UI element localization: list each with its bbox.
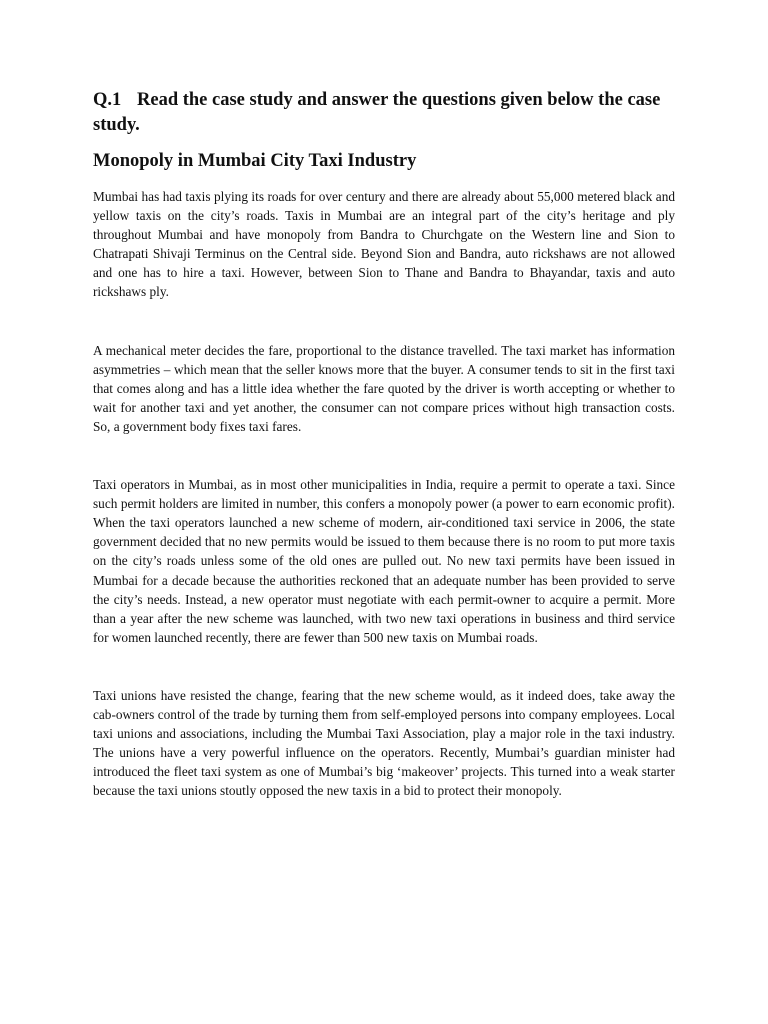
question-heading bbox=[93, 88, 675, 138]
paragraph-1: Mumbai has had taxis plying its roads for over century and there are already about 55,000 metered black and yellow taxis on the city’s roads. Taxis in Mumbai are an integral part of the city’s heritage and ply throughout Mumbai and have monopoly from Bandra to Churchgate on the Western line and Sion to Chatrapati Shivaji Terminus on the Central side. Beyond Sion and Bandra, auto rickshaws are not allowed and one has to hire a taxi. However, between Sion to Thane and Bandra to Bhayandar, taxis and auto rickshaws ply. bbox=[93, 189, 675, 300]
paragraph-3: Taxi operators in Mumbai, as in most other municipalities in India, require a permit to operate a taxi. Since such permit holders are limited in number, this confers a monopoly power (a power to earn economic profit). When the taxi operators launched a new scheme of modern, air-conditioned taxi service in 2006, the state government decided that no new permits would be issued to them because there is no room to put more taxis on the city’s roads unless some of the old ones are pulled out. No new taxi permits have been issued in Mumbai for a decade because the authorities reckoned that an adequate number has been provided to serve the city’s needs. Instead, a new operator must negotiate with each permit-owner to acquire a permit. More than a year after the new scheme was launched, with two new taxi operations in business and third service for women launched recently, there are fewer than 500 new taxis on Mumbai roads. bbox=[93, 477, 675, 645]
document-page bbox=[93, 88, 675, 800]
case-study-title: Monopoly in Mumbai City Taxi Industry bbox=[93, 151, 417, 171]
paragraph-2: A mechanical meter decides the fare, proportional to the distance travelled. The taxi market has information asymmetries – which mean that the seller knows more that the buyer. A consumer tends to sit in the first taxi that comes along and has a little idea whether the fare quoted by the driver is worth accepting or whether to wait for another taxi and yet another, the consumer can not compare prices without high transaction costs. So, a government body fixes taxi fares. bbox=[93, 342, 675, 434]
paragraph-4: Taxi unions have resisted the change, fearing that the new scheme would, as it indeed does, take away the cab-owners control of the trade by turning them from self-employed persons into company employees. Local taxi unions and associations, including the Mumbai Taxi Association, play a major role in the taxi industry. The unions have a very powerful influence on the operators. Recently, Mumbai’s guardian minister had introduced the fleet taxi system as one of Mumbai’s big ‘makeover’ projects. This turned into a weak starter because the taxi unions stoutly opposed the new taxis in a bid to protect their monopoly. bbox=[93, 687, 675, 799]
question-number: Q.1 bbox=[93, 90, 122, 110]
question-text: Read the case study and answer the questions given below the case study. bbox=[93, 90, 661, 135]
